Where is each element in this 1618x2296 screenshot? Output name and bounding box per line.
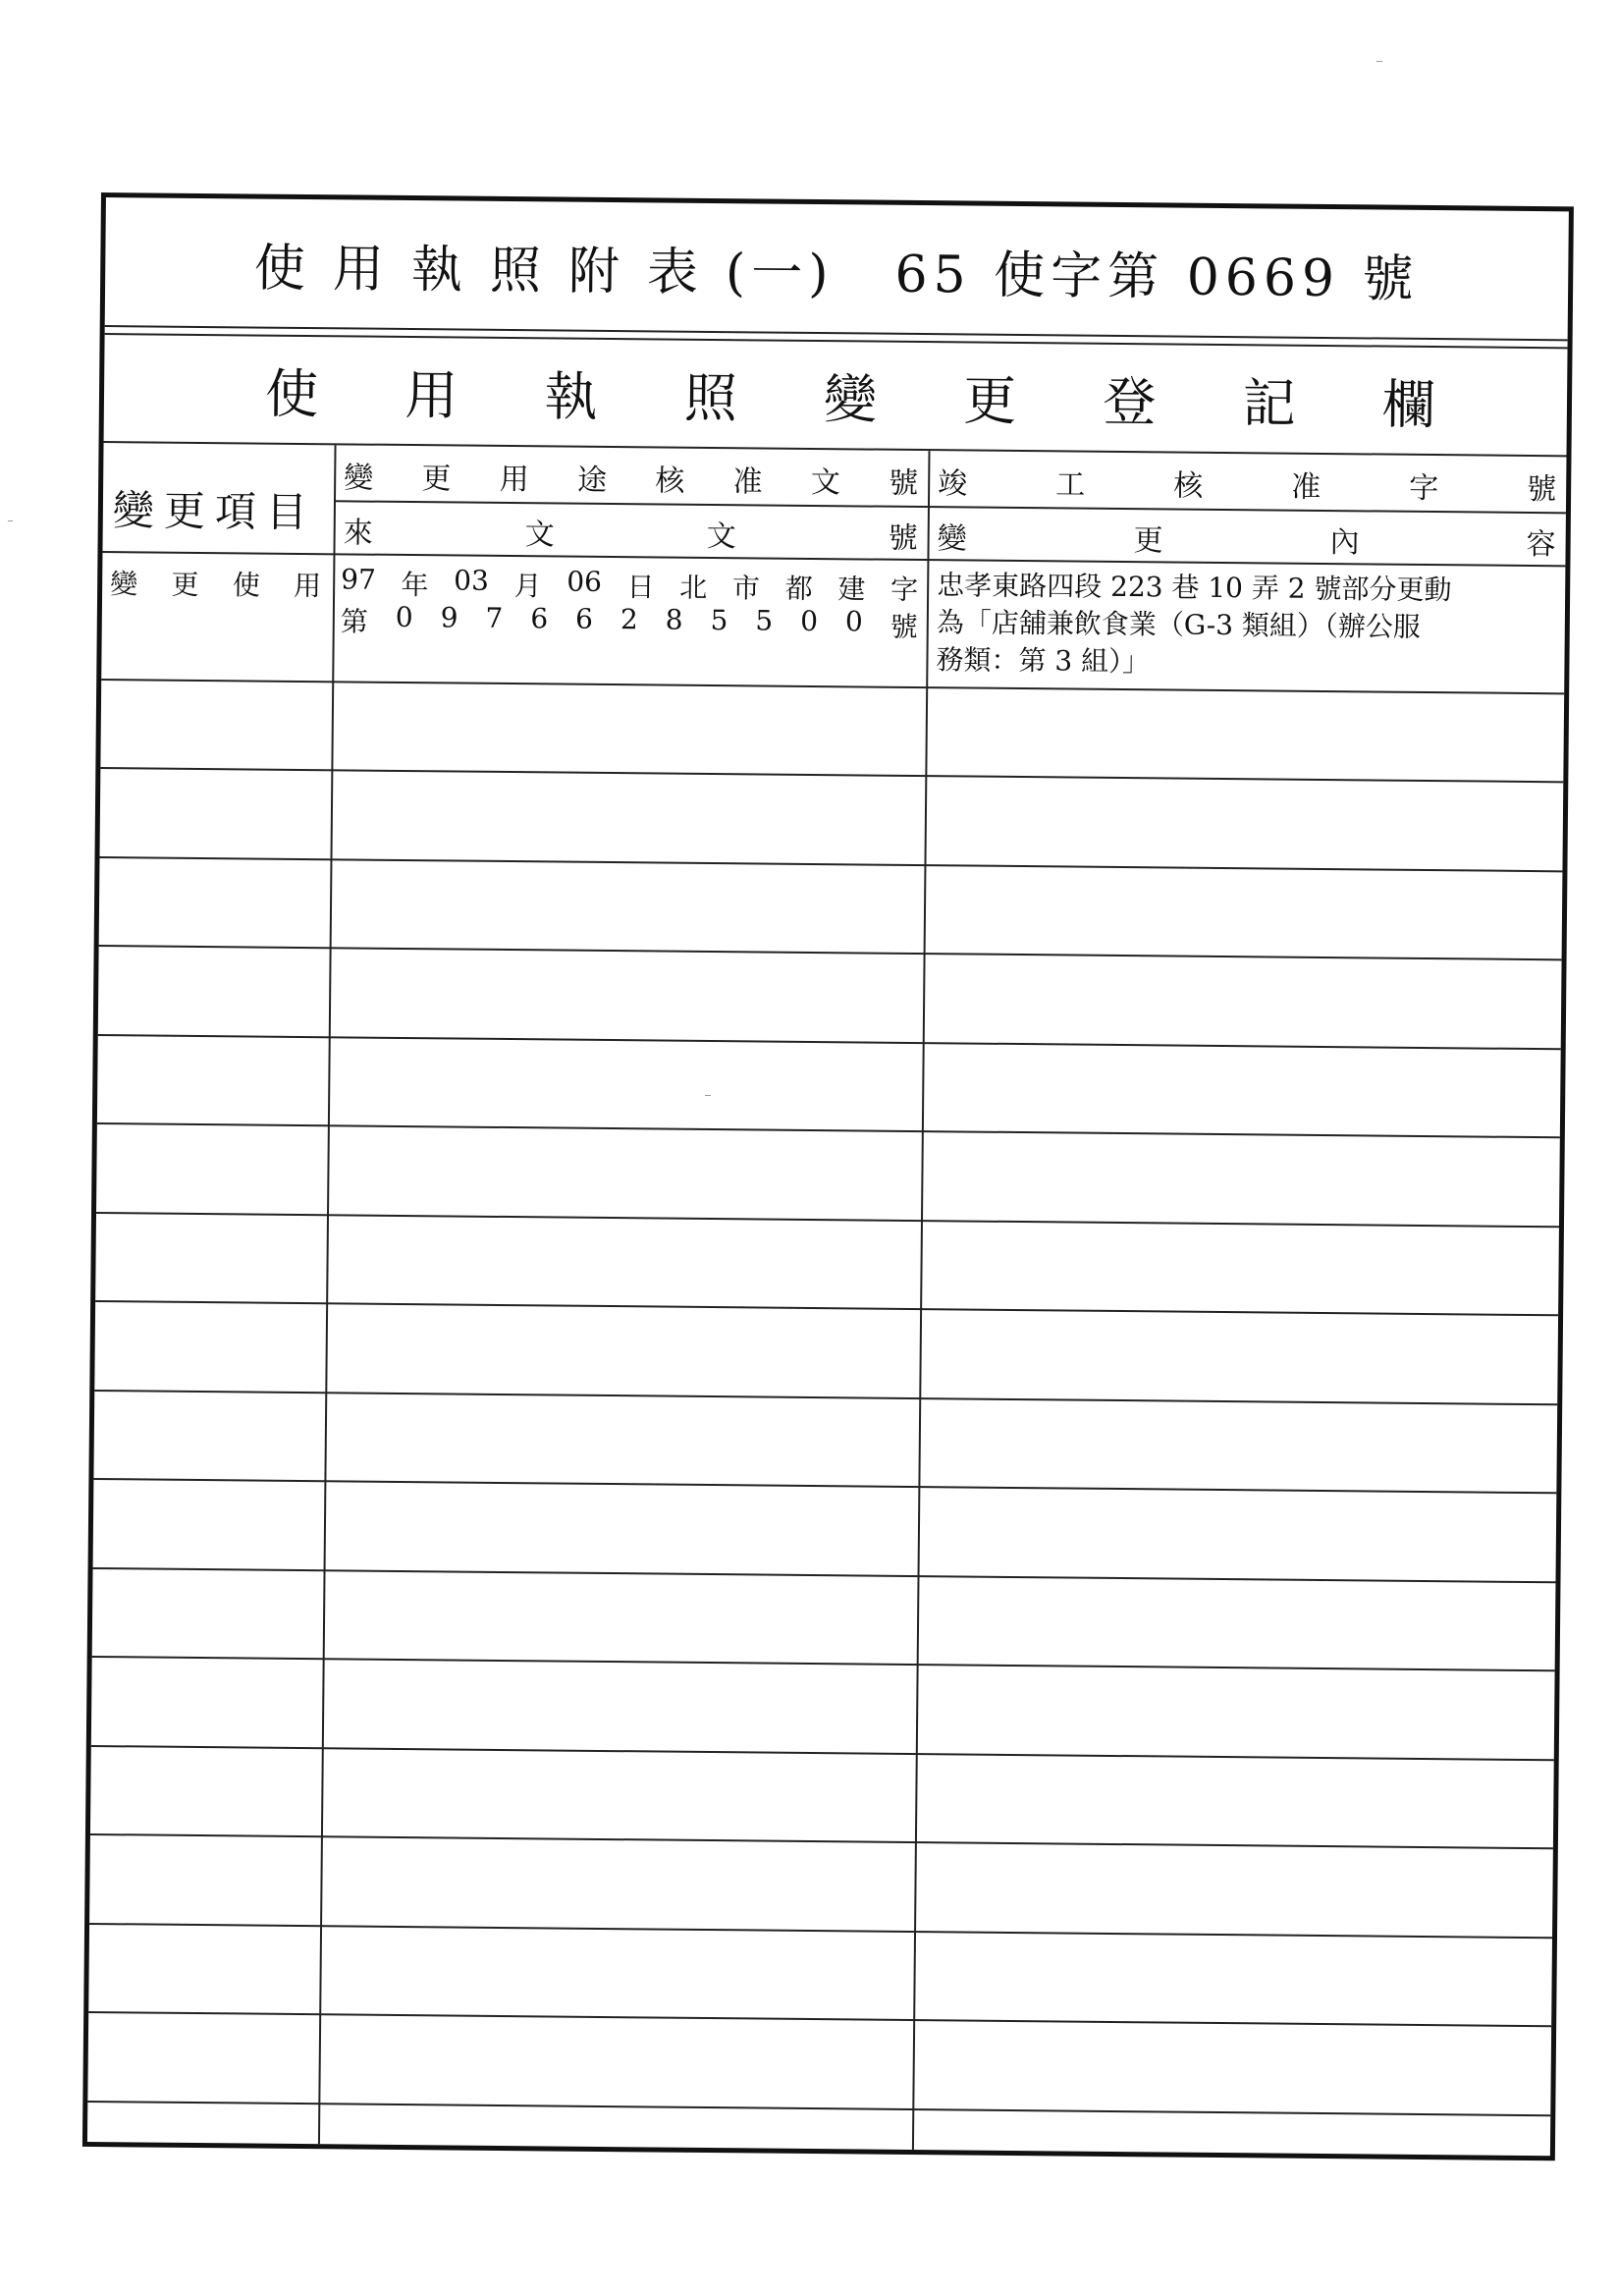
- entry-change-content: [936, 567, 1451, 683]
- row-line: [95, 1300, 1558, 1316]
- row-line: [92, 1656, 1555, 1671]
- registration-table: [87, 443, 1567, 2156]
- row-line: [87, 2101, 1550, 2116]
- header-change-content: 變 更 內 容: [937, 521, 1556, 563]
- row-line: [97, 1122, 1560, 1138]
- header-approval-doc-no: 變 更 用 途 核 准 文 號: [344, 461, 919, 502]
- row-line: [93, 1567, 1556, 1583]
- form-title-number: 65 使字第 0669 號: [894, 245, 1420, 309]
- row-line: [91, 1745, 1554, 1761]
- form-title-main: 使 用 執 照 附 表 (一): [253, 239, 835, 303]
- row-line: [99, 856, 1562, 872]
- row-line: [96, 1212, 1559, 1228]
- row-line: [88, 2011, 1551, 2027]
- header-completion-no: 竣 工 核 准 字 號: [938, 466, 1557, 508]
- entry-doc-date-line: 97 年 03 月 06 日 北 市 都 建 字: [341, 563, 919, 607]
- row-line: [93, 1478, 1556, 1494]
- row-line: [100, 767, 1563, 783]
- permit-form-frame: [82, 192, 1574, 2160]
- row-line: [98, 1034, 1561, 1050]
- header-change-item: 變更項目: [112, 486, 318, 537]
- entry-change-item: 變 更 使 用: [110, 568, 322, 603]
- row-line: [90, 1833, 1553, 1849]
- content-line: 為「店舖兼飲食業（G-3 類組）（辦公服: [936, 606, 1422, 643]
- column-divider: [912, 451, 931, 2150]
- scan-speck: [705, 1095, 711, 1096]
- row-line: [94, 1390, 1557, 1405]
- column-divider: [318, 445, 337, 2144]
- content-line: 務類：第 3 組）」: [936, 643, 1151, 679]
- content-line: 忠孝東路四段 223 巷 10 弄 2 號部分更動: [937, 569, 1452, 607]
- form-subtitle: 使 用 執 照 變 更 登 記 欄: [104, 333, 1568, 457]
- row-line: [89, 1923, 1552, 1939]
- scan-speck: [1376, 61, 1382, 62]
- scan-speck: [8, 520, 13, 521]
- header-incoming-doc-no: 來 文 文 號: [343, 516, 918, 556]
- entry-doc-number-line: 第 0 9 7 6 6 2 8 5 5 0 0 號: [340, 600, 918, 644]
- row-line: [99, 945, 1562, 960]
- form-title: [105, 197, 1569, 341]
